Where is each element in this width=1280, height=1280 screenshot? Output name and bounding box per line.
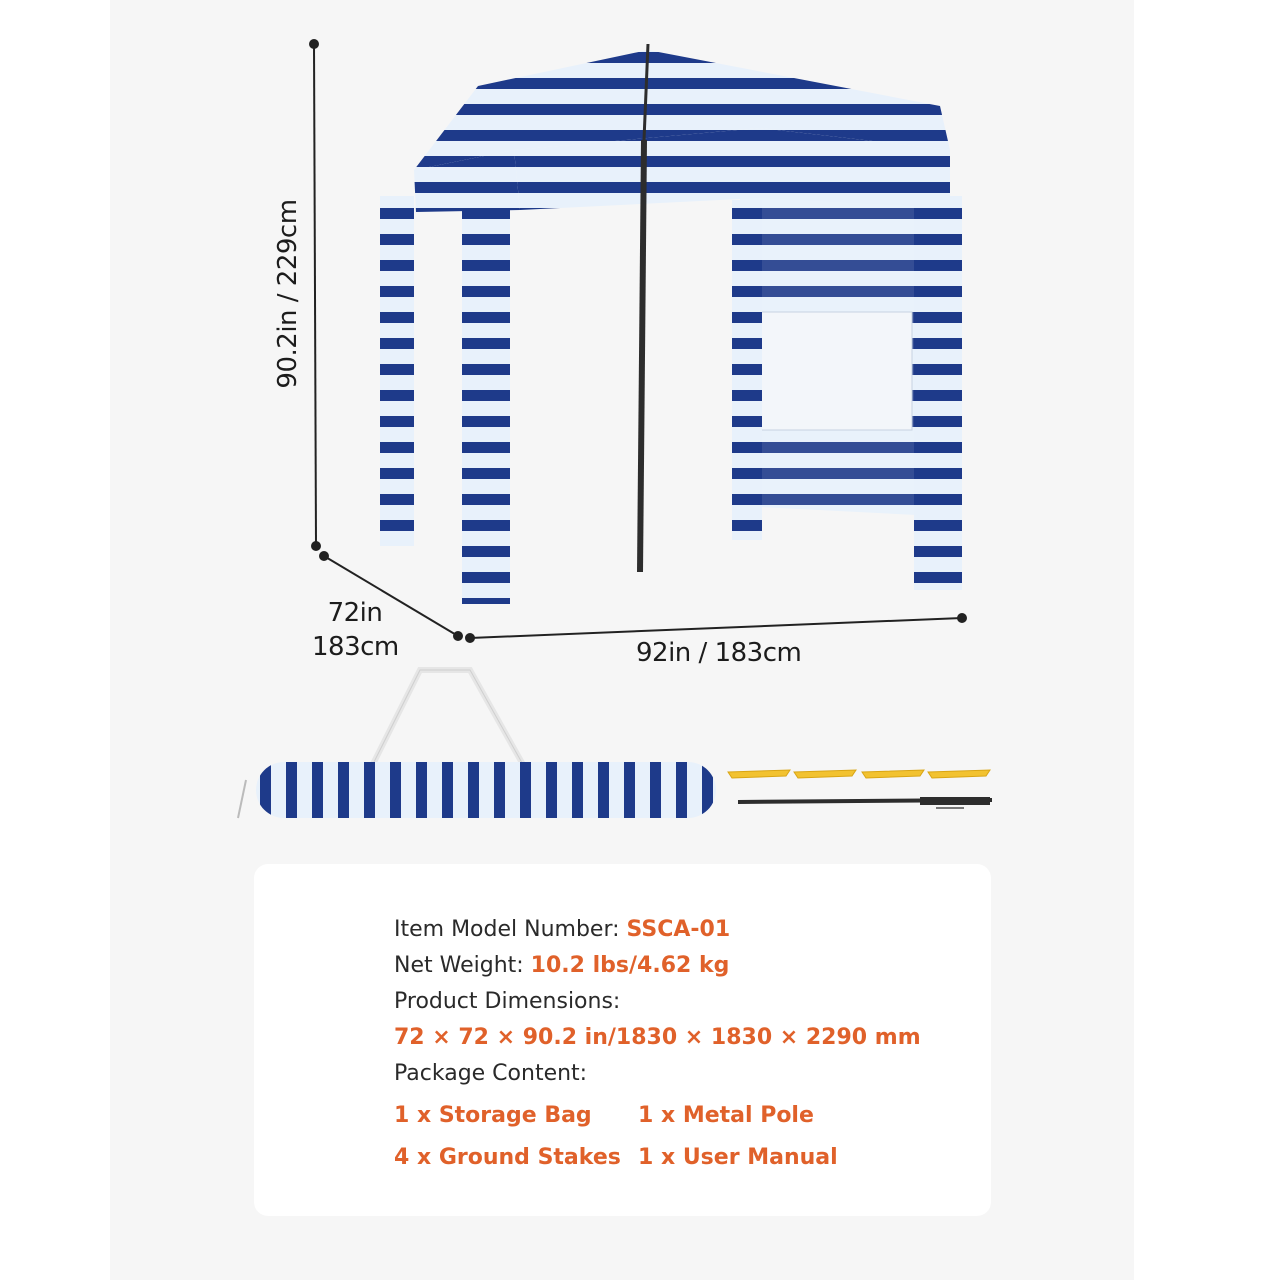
package-item: 1 x User Manual — [638, 1145, 838, 1170]
metal-pole — [738, 797, 992, 808]
package-label: Package Content: — [394, 1061, 588, 1086]
depth-cm: 183cm — [312, 632, 399, 662]
width-dimension-label: 92in / 183cm — [636, 638, 802, 668]
dimensions-label: Product Dimensions: — [394, 989, 621, 1014]
package-items — [394, 1140, 921, 1176]
weight-row — [394, 948, 921, 984]
weight-label: Net Weight: — [394, 953, 524, 978]
height-dimension-label: 90.2in / 229cm — [273, 199, 303, 389]
ground-stakes — [728, 770, 990, 778]
model-value: SSCA-01 — [626, 917, 731, 942]
dimensions-value: 72 × 72 × 90.2 in/1830 × 1830 × 2290 mm — [394, 1025, 921, 1050]
cabana-tent — [380, 44, 962, 604]
weight-value: 10.2 lbs/4.62 kg — [530, 953, 730, 978]
package-item: 1 x Storage Bag — [394, 1103, 592, 1128]
specs-list — [394, 912, 921, 1176]
storage-bag — [238, 670, 716, 818]
depth-dimension-label — [312, 596, 398, 664]
model-label: Item Model Number: — [394, 917, 620, 942]
package-item: 1 x Metal Pole — [638, 1103, 814, 1128]
package-item: 4 x Ground Stakes — [394, 1145, 621, 1170]
model-row — [394, 912, 921, 948]
depth-inches: 72in — [327, 598, 383, 628]
package-items — [394, 1098, 921, 1134]
